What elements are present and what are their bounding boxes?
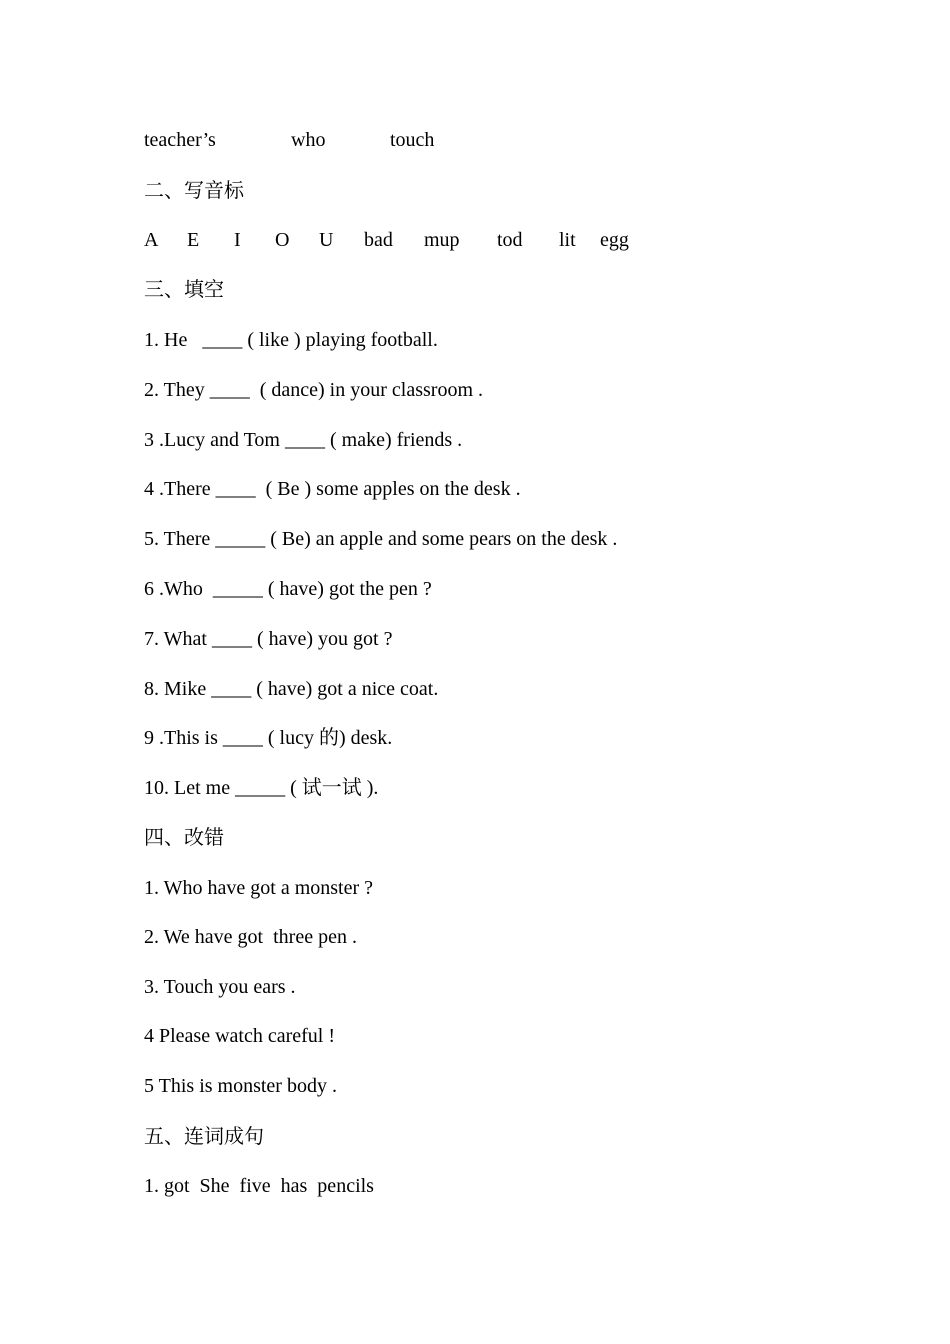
correction-item: 5 This is monster body . (144, 1075, 337, 1097)
fill-blank-item: 1. He ____ ( like ) playing football. (144, 329, 438, 351)
sentence-order-item: 1. got She five has pencils (144, 1175, 374, 1197)
phonetic-item: egg (600, 229, 629, 251)
correction-item: 2. We have got three pen . (144, 926, 357, 948)
vocab-word: teacher’s (144, 129, 216, 151)
phonetic-item: bad (364, 229, 393, 251)
fill-blank-item: 9 .This is ____ ( lucy 的) desk. (144, 727, 393, 749)
correction-item: 1. Who have got a monster ? (144, 877, 374, 899)
vocab-word: who (291, 129, 326, 151)
phonetic-item: E (187, 229, 200, 251)
vocab-row (144, 128, 544, 152)
section5-heading: 五、连词成句 (144, 1124, 264, 1148)
fill-blank-item: 3 .Lucy and Tom ____ ( make) friends . (144, 429, 463, 451)
phonetic-item: U (319, 229, 334, 251)
section4-heading: 四、改错 (144, 825, 224, 849)
phonetics-row (144, 228, 664, 252)
correction-item: 4 Please watch careful ! (144, 1025, 336, 1047)
phonetic-item: lit (559, 229, 576, 251)
fill-blank-item: 4 .There ____ ( Be ) some apples on the desk . (144, 478, 521, 500)
fill-blank-item: 2. They ____ ( dance) in your classroom . (144, 379, 483, 401)
phonetic-item: I (234, 229, 241, 251)
phonetic-item: O (275, 229, 290, 251)
fill-blank-item: 10. Let me _____ ( 试一试 ). (144, 777, 379, 799)
phonetic-item: A (144, 229, 159, 251)
vocab-word: touch (390, 129, 435, 151)
section3-heading: 三、填空 (144, 277, 224, 301)
fill-blank-item: 8. Mike ____ ( have) got a nice coat. (144, 678, 439, 700)
fill-blank-item: 5. There _____ ( Be) an apple and some pears on the desk . (144, 528, 618, 550)
fill-blank-item: 6 .Who _____ ( have) got the pen ? (144, 578, 432, 600)
phonetic-item: tod (497, 229, 523, 251)
phonetic-item: mup (424, 229, 460, 251)
section2-heading: 二、写音标 (144, 178, 244, 202)
fill-blank-item: 7. What ____ ( have) you got ? (144, 628, 393, 650)
correction-item: 3. Touch you ears . (144, 976, 296, 998)
